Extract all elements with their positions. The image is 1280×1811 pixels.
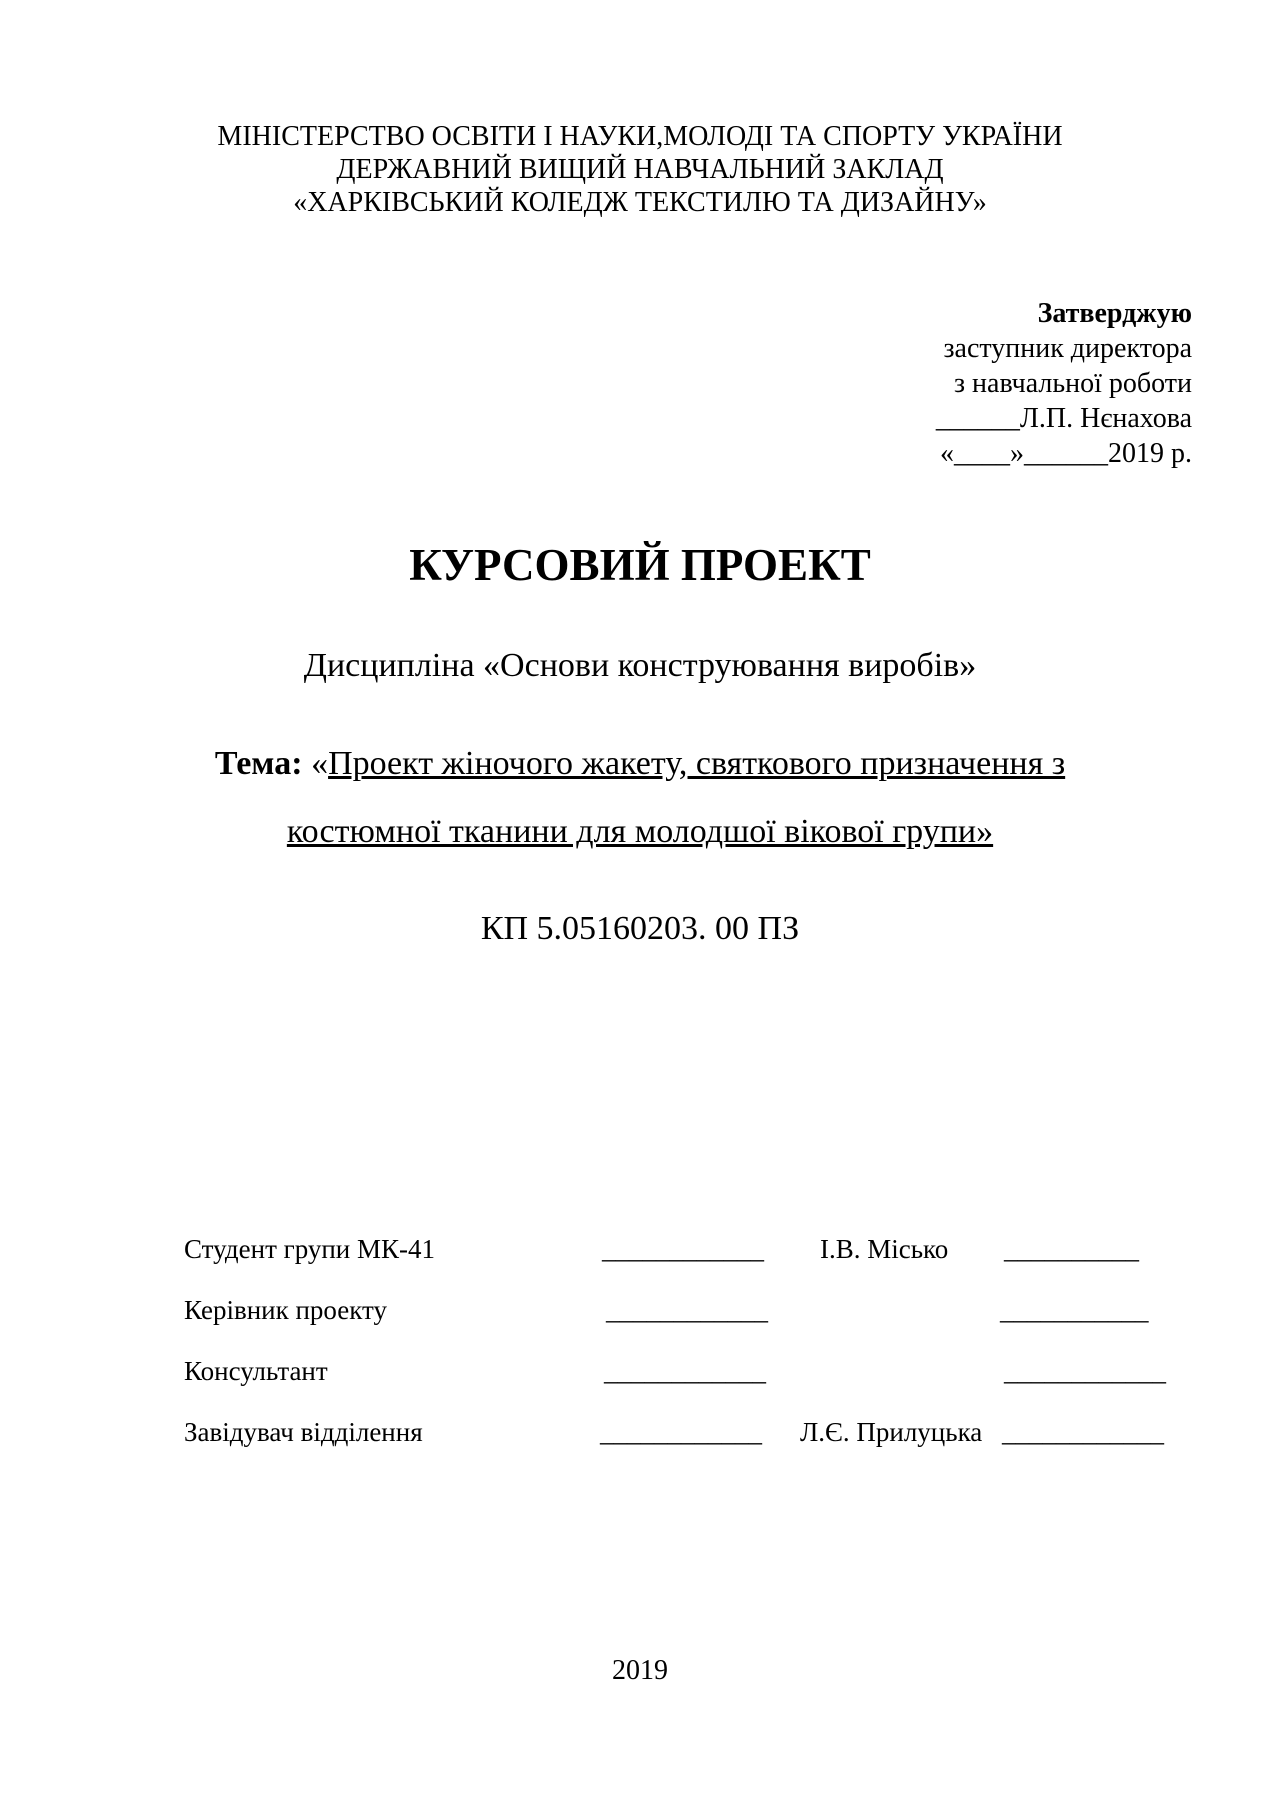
signature-name: І.В. Місько (820, 1234, 949, 1264)
theme-topic-line-2: костюмної тканини для молодшої вікової групи» (286, 813, 994, 850)
theme-open-quote: « (302, 745, 329, 782)
theme-block (0, 730, 1280, 866)
date-line: __________ (1004, 1234, 1139, 1264)
document-title: КУРСОВИЙ ПРОЕКТ (409, 540, 871, 590)
approval-title: Затверджую (1037, 298, 1192, 329)
theme-line-2 (0, 798, 1280, 866)
ministry-line: МІНІСТЕРСТВО ОСВІТИ І НАУКИ,МОЛОДІ ТА СПОРТУ УКРАЇНИ (217, 121, 1063, 152)
date-line: ____________ (1002, 1417, 1164, 1447)
theme-line-1 (0, 730, 1280, 798)
approval-date: «____»______2019 р. (940, 438, 1192, 469)
college-name-line: «ХАРКІВСЬКИЙ КОЛЕДЖ ТЕКСТИЛЮ ТА ДИЗАЙНУ» (293, 187, 987, 218)
institution-type-line: ДЕРЖАВНИЙ ВИЩИЙ НАВЧАЛЬНИЙ ЗАКЛАД (336, 154, 944, 185)
signature-line: ____________ (602, 1234, 764, 1264)
date-line: ___________ (1000, 1295, 1149, 1325)
signature-line: ____________ (600, 1417, 762, 1447)
signature-line: ____________ (604, 1356, 766, 1386)
approver-position: заступник директора (943, 333, 1192, 364)
approval-block (936, 296, 1192, 471)
document-year: 2019 (612, 1655, 668, 1686)
date-line: ____________ (1004, 1356, 1166, 1386)
theme-topic-line-1: Проект жіночого жакету, святкового призначення з (328, 745, 1066, 782)
signature-line: ____________ (606, 1295, 768, 1325)
approver-position-2: з навчальної роботи (954, 368, 1192, 399)
document-code: КП 5.05160203. 00 ПЗ (480, 910, 800, 947)
signature-role: Завідувач відділення (184, 1417, 423, 1447)
discipline-line: Дисципліна «Основи конструювання виробів» (303, 647, 977, 684)
signature-role: Студент групи МК-41 (184, 1234, 435, 1264)
approver-signature: ______Л.П. Нєнахова (935, 403, 1192, 434)
signature-role: Консультант (184, 1356, 328, 1386)
institution-header (0, 120, 1280, 219)
signature-name: Л.Є. Прилуцька (800, 1417, 983, 1447)
theme-label: Тема: (214, 745, 303, 782)
signature-role: Керівник проекту (184, 1295, 387, 1325)
